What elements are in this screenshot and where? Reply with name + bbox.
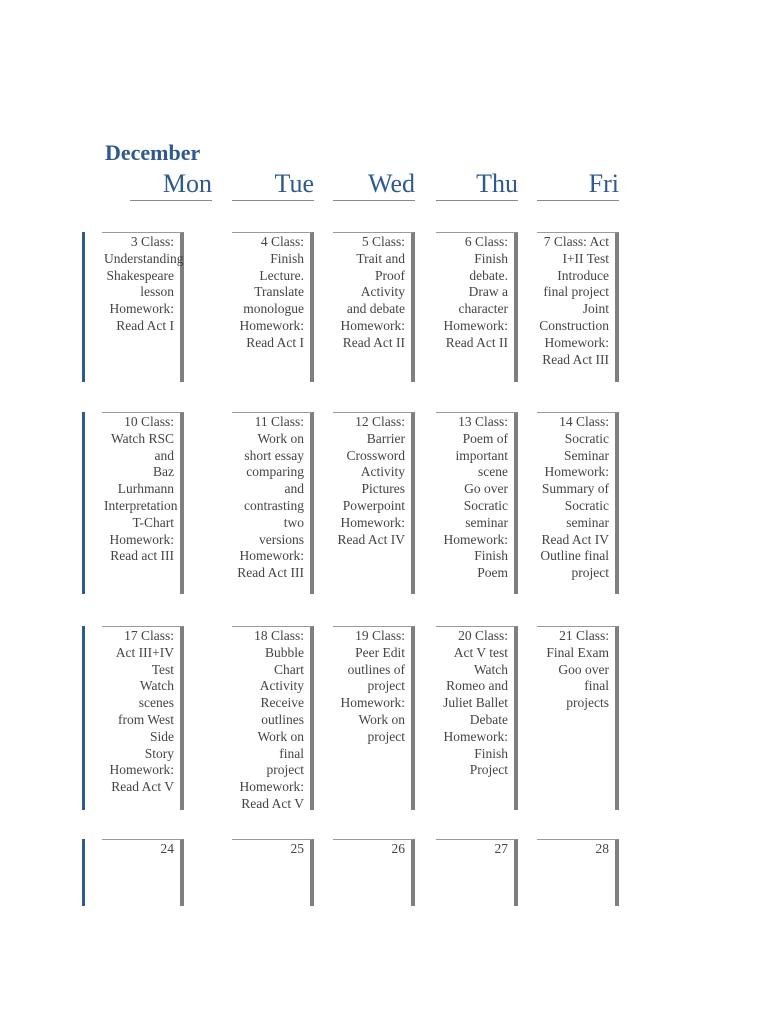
day-cell-3 (102, 232, 184, 382)
day-cell-text: 21 Class: Final Exam Goo over final projects (546, 628, 609, 711)
day-cell-27 (436, 839, 518, 906)
day-cell-text: 17 Class: Act III+IV Test Watch scenes from West Side Story Homework: Read Act V (109, 628, 174, 795)
day-cell-21 (537, 626, 619, 810)
week-2-marker (82, 412, 85, 594)
day-cell-10 (102, 412, 184, 594)
day-cell-24 (102, 839, 184, 906)
day-header-thu: Thu (436, 168, 518, 201)
day-cell-text: 12 Class: Barrier Crossword Activity Pictures Powerpoint Homework: Read Act IV (337, 414, 405, 547)
day-cell-text: 7 Class: Act I+II Test Introduce final project Joint Construction Homework: Read Act III (539, 234, 609, 367)
day-cell-20 (436, 626, 518, 810)
day-cell-text: 10 Class: Watch RSC and Baz Lurhmann Interpretation T-Chart Homework: Read act III (104, 414, 178, 564)
day-cell-17 (102, 626, 184, 810)
day-cell-text: 5 Class: Trait and Proof Activity and debate Homework: Read Act II (340, 234, 405, 350)
day-cell-4 (232, 232, 314, 382)
week-4-marker (82, 839, 85, 906)
week-1-marker (82, 232, 85, 382)
day-cell-text: 24 (160, 841, 174, 856)
day-cell-text: 6 Class: Finish debate. Draw a character Homework: Read Act II (443, 234, 508, 350)
month-title: December (105, 140, 201, 165)
day-cell-25 (232, 839, 314, 906)
day-cell-26 (333, 839, 415, 906)
day-cell-6 (436, 232, 518, 382)
day-header-tue: Tue (232, 168, 314, 201)
day-cell-5 (333, 232, 415, 382)
day-cell-18 (232, 626, 314, 810)
day-cell-text: 3 Class: Understanding Shakespeare lesson Homework: Read Act I (104, 234, 184, 333)
day-cell-19 (333, 626, 415, 810)
day-cell-text: 20 Class: Act V test Watch Romeo and Juliet Ballet Debate Homework: Finish Project (443, 628, 508, 778)
day-header-wed: Wed (333, 168, 415, 201)
day-cell-12 (333, 412, 415, 594)
day-cell-text: 13 Class: Poem of important scene Go over Socratic seminar Homework: Finish Poem (443, 414, 508, 581)
week-3-marker (82, 626, 85, 810)
day-cell-28 (537, 839, 619, 906)
day-cell-13 (436, 412, 518, 594)
day-cell-text: 27 (494, 841, 508, 856)
day-header-mon: Mon (130, 168, 212, 201)
day-cell-7 (537, 232, 619, 382)
day-cell-text: 11 Class: Work on short essay comparing and contrasting two versions Homework: Read Act III (237, 414, 304, 581)
day-cell-14 (537, 412, 619, 594)
day-cell-11 (232, 412, 314, 594)
day-cell-text: 28 (595, 841, 609, 856)
day-cell-text: 26 (391, 841, 405, 856)
day-cell-text: 4 Class: Finish Lecture. Translate monologue Homework: Read Act I (239, 234, 304, 350)
day-cell-text: 18 Class: Bubble Chart Activity Receive outlines Work on final project Homework: Read Act V (239, 628, 304, 811)
day-cell-text: 14 Class: Socratic Seminar Homework: Summary of Socratic seminar Read Act IV Outline final project (540, 414, 609, 581)
day-cell-text: 25 (290, 841, 304, 856)
day-header-fri: Fri (537, 168, 619, 201)
day-cell-text: 19 Class: Peer Edit outlines of project Homework: Work on project (340, 628, 405, 744)
